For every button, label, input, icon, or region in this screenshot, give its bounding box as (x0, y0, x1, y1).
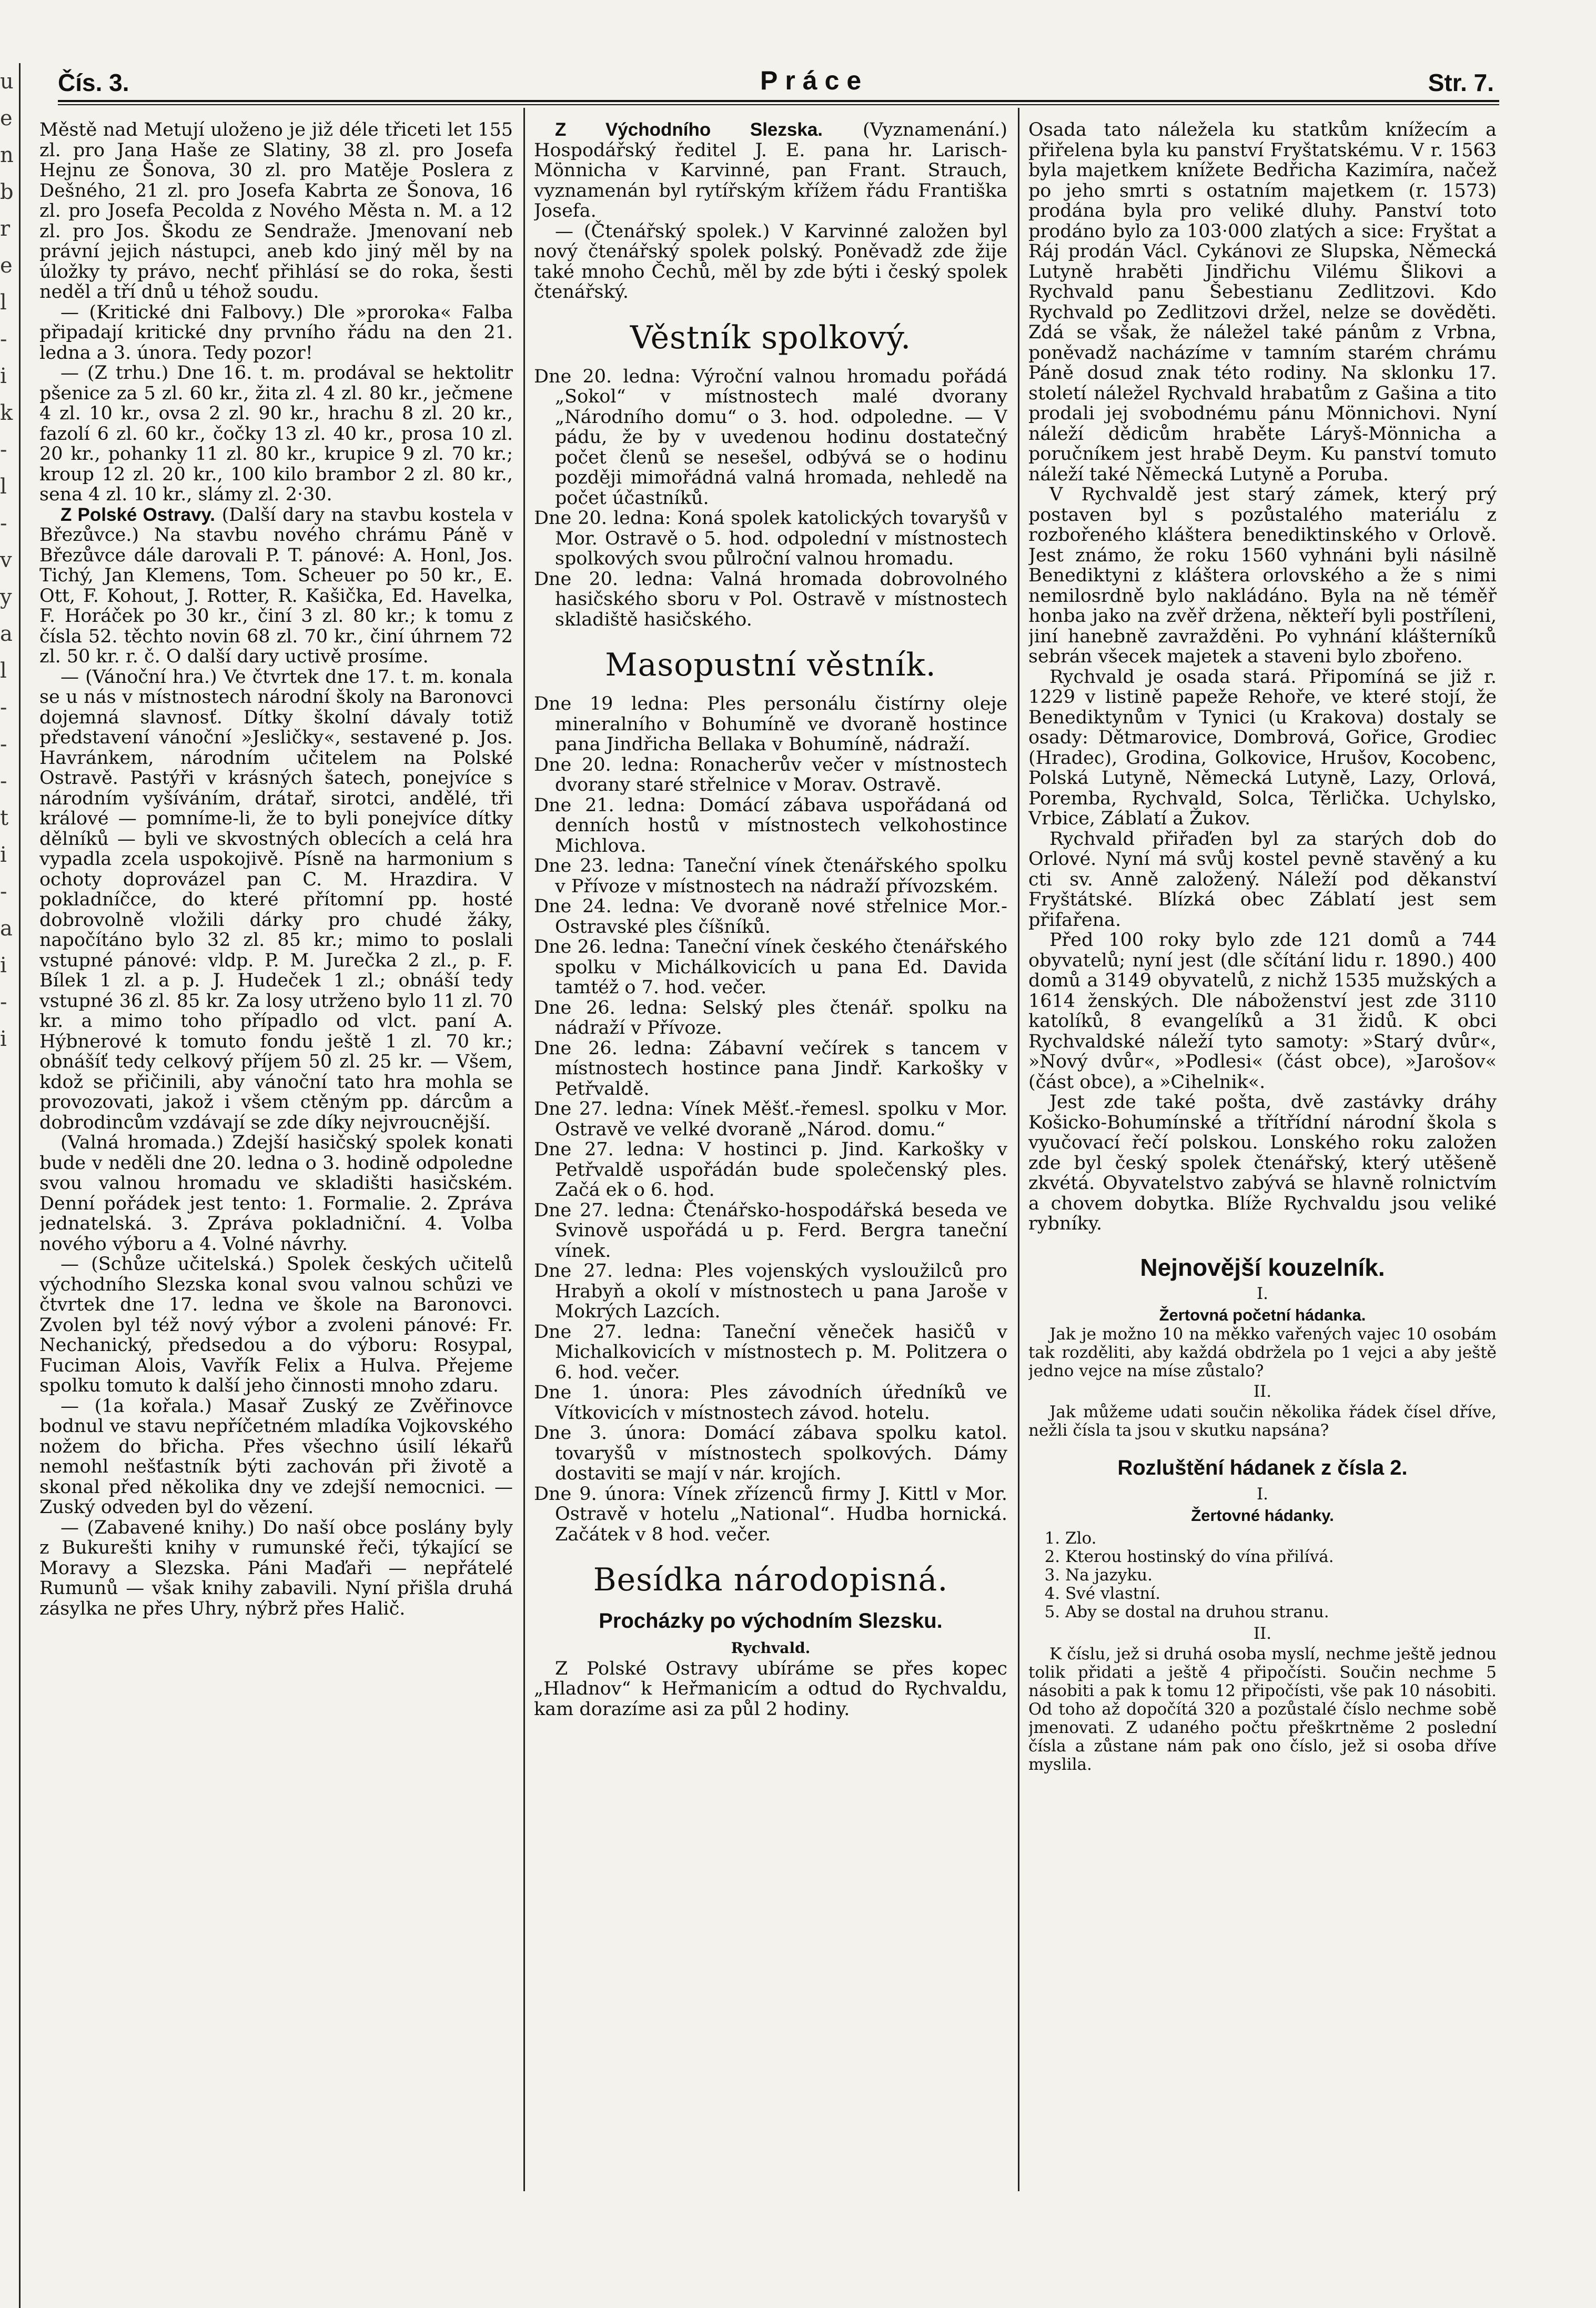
paragraph: — (Čtenářský spolek.) V Karvinné založen byl nový čtenářský spolek polský. Poněvadž zde žije také mnoho Čechů, měl by zde býti i český spolek čtenářský. (534, 220, 1007, 303)
paragraph: Jest zde také pošta, dvě zastávky dráhy Košicko-Bohumínské a třítřídní národní škola s vyučovací řečí polskou. Lonského roku založen zde byl český spolek čtenářský, který utěšeně zkvétá. Obyvatelstvo zabývá se hlavně rolnictvím a chovem dobytka. Blíže Rychvaldu jsou veliké rybníky. (1028, 1092, 1497, 1234)
event-item: Dne 21. ledna: Domácí zábava uspořádaná od denních hostů v místnostech velkohostince Michlova. (534, 794, 1007, 856)
paragraph: — (Z trhu.) Dne 16. t. m. prodával se hektolitr pšenice za 5 zl. 60 kr., žita zl. 4 zl. 80 kr., ječmene 4 zl. 10 kr., ovsa 2 zl. 90 kr., hrachu 8 zl. 20 kr., fazolí 6 zl. 60 kr., čočky 13 zl. 40 kr., prosa 10 zl. 20 kr., pohanky 11 zl. 80 kr., krupice 9 zl. 70 kr.; kroup 12 zl. 20 kr., 100 kilo brambor 2 zl. 80 kr., sena 4 zl. 10 kr., slámy zl. 2·30. (39, 362, 513, 505)
paragraph: V Rychvaldě jest starý zámek, který prý postaven byl s pozůstalého materiálu z rozbořeného kláštera benediktinského v Orlově. Jest známo, že roku 1560 vyhnáni byli násilně Benediktyni z kláštera orlovského a že s nimi nemilosrdně bylo nakládáno. Byla na ně téměř honba jako na zvěř držena, někteří byli postříleni, jiní hanebně zavražděni. Po vyhnání klášterníků sebrán všecek majetek a staveni bylo zbořeno. (1028, 484, 1497, 667)
header-rule (58, 100, 1499, 102)
answer-item: 5. Aby se dostal na druhou stranu. (1065, 1603, 1497, 1621)
section-heading: Věstník spolkový. (630, 319, 912, 356)
riddle-text: Jak je možno 10 na měkko vařených vajec 10 osobám tak rozděliti, aby každá obdržela po 1 vejci a aby ještě jedno vejce na míse zůstalo? (1028, 1325, 1497, 1380)
paragraph-text: (Vyznamenání.) Hospodářský ředitel J. E. pana hr. Larisch-Mönnicha v Karvinné, pan Frant. Strauch, vyznamenán byl rytířským křížem řádu Františka Josefa. (534, 120, 1007, 221)
answer-list (1028, 1529, 1497, 1621)
event-item: Dne 24. ledna: Ve dvoraně nové střelnice Mor.-Ostravské ples číšníků. (534, 896, 1007, 938)
event-item: Dne 19 ledna: Ples personálu čistírny oleje mineralního v Bohumíně ve dvoraně hostince pana Jindřicha Bellaka v Bohumíně, nádraží. (534, 693, 1007, 755)
paragraph: — (Vánoční hra.) Ve čtvrtek dne 17. t. m. konala se u nás v místnostech národní školy na Baronovci dojemná slavnosť. Dítky školní dávaly totiž představení vánoční »Jesličky«, sestavené p. Jos. Havránkem, národním učitelem na Polské Ostravě. Pastýři v krásných šatech, ponejvíce s národním vyšíváním, drátař, sirotci, andělé, tři králové — pomníme-li, že to byli ponejvíce dítky dělníků — byli ve skvostných oblecích a celá hra vypadla zcela uspokojivě. Písně na harmonium s ochoty doprovázel pan C. M. Hrazdira. V pokladníčce, do které přítomní pp. hosté dobrovolně vložili dárky pro chudé žáky, napočítáno bylo 32 zl. 85 kr.; mimo to poslali vstupné pánové: vldp. P. M. Jurečka 2 zl., p. F. Bílek 1 zl. a p. J. Hudeček 1 zl.; obnáší tedy vstupné 36 zl. 85 kr. Za losy utrženo bylo 11 zl. 70 kr. a mimo toho případlo od vlct. paní A. Hýbnerové k tomuto fondu ještě 1 zl. 70 kr.; obnášíť tedy celkový příjem 50 zl. 25 kr. — Všem, kdož se přičinili, aby vánoční tato hra mohla se provozovati, jakož i všem ctěným pp. dárcům a dobrodincům vzdávají se zde díky nejvroucnější. (39, 666, 513, 1133)
paragraph: Osada tato náležela ku statkům knížecím a přiřelena byla ku panství Fryštatskému. V r. 1563 byla majetkem knížete Bedřicha Kazimíra, načež po jeho smrti s ostatním majetkem (r. 1573) prodána byla pro veliké dluhy. Panství toto prodáno bylo za 103·000 zlatých a sice: Fryštat a Ráj prodán Václ. Cykánovi ze Slupska, Německá Lutyně hraběti Jindřichu Vilému Šlikovi a Rychvald panu Šebestianu Zedlitzovi. Kdo Rychvald po Zedlitzovi držel, nelze se dověděti. Zdá se však, že náležel také pánům z Vrbna, poněvadž nacházíme v tamním starém chrámu Páně dosud znak této rodiny. Na sklonku 17. století náležel Rychvald hrabatům z Gašina a tito prodali jej svobodnému pánu Mönnichovi. Nyní náleží dědicům hraběte Láryš-Mönnicha a poručníkem jest hrabě Deym. Ku panství tomuto náleží také Německá Lutyně a Poruba. (1028, 120, 1497, 485)
section-lead: Z Polské Ostravy. (60, 504, 216, 525)
paragraph (39, 505, 513, 667)
event-item: Dne 3. února: Domácí zábava spolku katol. tovaryšů v místnostech spolkových. Dámy dostaviti se mají v nár. krojích. (534, 1423, 1007, 1484)
event-item: Dne 20. ledna: Koná spolek katolických tovaryšů v Mor. Ostravě o 5. hod. odpolední v místnostech spolkových svou půlroční valnou hromadu. (534, 508, 1007, 569)
answer-item: 4. Své vlastní. (1065, 1585, 1497, 1603)
riddle-heading: Žertovná početní hádanka. (1159, 1305, 1366, 1324)
paragraph: — (Schůze učitelská.) Spolek českých učitelů východního Slezska konal svou valnou schůzi ve čtvrtek dne 17. ledna ve škole na Baronovci. Zvolen byl též nový výbor a zvoleni pánové: Fr. Nechanický, předsedou a do výboru: Rosypal, Fuciman Alois, Vavřík Felix a Hulva. Přejeme spolku tomuto k další jeho činnosti mnoho zdaru. (39, 1254, 513, 1396)
section-heading: Besídka národopisná. (593, 1561, 948, 1598)
section-heading: Nejnovější kouzelník. (1140, 1253, 1385, 1281)
answer-item: 1. Zlo. (1065, 1529, 1497, 1548)
paragraph: — (1a kořala.) Masař Zuský ze Zvěřinovce bodnul ve stavu nepříčetném mladíka Vojkovského nožem do břicha. Přes všechno úsilí lékařů nemohl nešťastník býti zachován při životě a skonal před několika dny ve zdejší nemocnici. — Zuský odveden byl do vězení. (39, 1395, 513, 1518)
event-item: Dne 27. ledna: Ples vojenských vysloužilců pro Hrabyň a okolí v místnostech u pana Jaroše v Mokrých Lazcích. (534, 1261, 1007, 1322)
answer-number: I. (1256, 1485, 1269, 1504)
page-number: Str. 7. (1428, 69, 1494, 96)
event-item: Dne 26. ledna: Zábavní večírek s tancem v místnostech hostince pana Jindř. Karkošky v Petřvaldě. (534, 1037, 1007, 1100)
issue-number: Čís. 3. (58, 69, 129, 96)
event-item: Dne 20. ledna: Ronacherův večer v místnostech dvorany staré střelnice v Morav. Ostravě. (534, 754, 1007, 795)
answer-item: 3. Na jazyku. (1065, 1566, 1497, 1585)
column-divider (523, 108, 525, 2191)
paragraph: Z Polské Ostravy ubíráme se přes kopec „Hladnov“ k Heřmanicím a odtud do Rychvaldu, kam dorazíme asi za půl 2 hodiny. (534, 1658, 1007, 1720)
header-rule-thin (58, 104, 1499, 105)
page-header (58, 62, 1494, 99)
event-item: Dne 9. února: Vínek zřízenců firmy J. Kittl v Mor. Ostravě v hotelu „National“. Hudba hornická. Začátek v 8 hod. večer. (534, 1483, 1007, 1545)
paragraph-text: (Další dary na stavbu kostela v Březůvce.) Na stavbu nového chrámu Páně v Březůvce dále darovali P. T. pánové: A. Honl, Jos. Tichý, Jan Klemens, Tom. Scheuer po 50 kr., E. Ott, F. Kohout, J. Rotter, R. Kašička, Ed. Havelka, F. Horáček po 30 kr., činí 3 zl. 80 kr.; k tomu z čísla 52. těchto novin 68 zl. 70 kr., činí úhrnem 72 zl. 50 kr. r. č. O další dary uctivě prosíme. (39, 504, 513, 667)
newspaper-title: Práce (760, 66, 869, 95)
paragraph (534, 120, 1007, 221)
section-lead: Z Východního Slezska. (555, 120, 823, 140)
paragraph: Před 100 roky bylo zde 121 domů a 744 obyvatelů; nyní jest (dle sčítání lidu r. 1890.) 400 domů a 3149 obyvatelů, z nichž 1535 mužských a 1614 ženských. Dle náboženství jest zde 3110 katolíků, 8 evangelíků a 31 židů. K obci Rychvaldské náleží tyto samoty: »Starý dvůr«, »Nový dvůr«, »Podlesi« (část obce), »Jarošov« (část obce), a »Cihelnik«. (1028, 930, 1497, 1093)
adjacent-page-edge: u e n b r e l - i k - l - v y a l - - - t i - a i - i (0, 63, 21, 2308)
column-2 (534, 120, 1007, 2198)
paragraph: (Valná hromada.) Zdejší hasičský spolek konati bude v neděli dne 20. ledna o 3. hodině odpoledne svou valnou hromadu ve skladišti hasičském. Denní pořádek jest tento: 1. Formalie. 2. Zpráva jednatelská. 3. Zpráva pokladniční. 4. Volba nového výboru a 4. Volné návrhy. (39, 1132, 513, 1255)
event-item: Dne 26. ledna: Taneční vínek českého čtenářského spolku v Michálkovicích u pana Ed. Davida tamtéž o 7. hod. večer. (534, 936, 1007, 998)
event-item: Dne 23. ledna: Taneční vínek čtenářského spolku v Přívoze v místnostech na nádraží přívozském. (534, 855, 1007, 897)
answer-text: K číslu, jež si druhá osoba myslí, nechme ještě jednou tolik přidati a ještě 4 připočísti. Součin nechme 5 násobiti a pak k tomu 12 připočísti, vše pak 10 násobiti. Od toho až dopočítá 320 a pozůstalé číslo nechme sobě jmenovati. Z udaného počtu přeškrtněme 2 poslední čísla a zůstane nám pak ono číslo, jež si osoba dříve myslila. (1028, 1644, 1497, 1774)
column-3 (1028, 120, 1497, 2198)
riddle-text: Jak můžeme udati součin několika řádek čísel dříve, nežli čísla ta jsou v skutku napsána? (1028, 1403, 1497, 1440)
riddle-number: II. (1253, 1382, 1272, 1401)
paragraph: Městě nad Metují uloženo je již déle třiceti let 155 zl. pro Jana Haše ze Slatiny, 38 zl. pro Josefa Hejnu ze Šonova, 30 zl. pro Matěje Poslera z Dešného, 21 zl. pro Josefa Kabrta ze Šonova, 16 zl. pro Josefa Pecolda z Nového Města n. M. a 12 zl. pro Jos. Škodu ze Sendraže. Jmenovaní neb právní jejich nástupci, aneb kdo jiný měl by na úložky ty právo, nechť přihlásí se do roka, šesti neděl a tří dnů u téhož soudu. (39, 120, 513, 303)
event-item: Dne 1. února: Ples závodních úředníků ve Vítkovicích v místnostech závod. hotelu. (534, 1382, 1007, 1424)
subheading: Procházky po východním Slezsku. (599, 1609, 943, 1632)
event-item: Dne 27. ledna: Čtenářsko-hospodářská beseda ve Svinově uspořádá u p. Ferd. Bergra taneční vínek. (534, 1200, 1007, 1262)
event-item: Dne 27. ledna: Taneční věneček hasičů v Michalkovicích v místnostech p. M. Politzera o 6. hod. večer. (534, 1321, 1007, 1383)
column-divider (1018, 108, 1019, 2191)
answer-number: II. (1253, 1624, 1272, 1643)
paragraph: Rychvald přiřaďen byl za starých dob do Orlové. Nyní má svůj kostel pevně stavěný a ku cti sv. Anně založený. Náleží pod děkanství Fryštátské. Blízká obec Záblatí jest sem přifařena. (1028, 828, 1497, 931)
paragraph: — (Kritické dni Falbovy.) Dle »proroka« Falba připadají kritické dny prvního řádu na den 21. ledna a 3. února. Tedy pozor! (39, 301, 513, 364)
answer-heading: Žertovné hádanky. (1191, 1506, 1334, 1525)
section-heading: Masopustní věstník. (605, 647, 936, 683)
riddle-number: I. (1256, 1284, 1269, 1303)
event-item: Dne 27. ledna: V hostinci p. Jind. Karkošky v Petřvaldě uspořádán bude společenský ples. Začá ek o 6. hod. (534, 1139, 1007, 1201)
paragraph: — (Zabavené knihy.) Do naší obce poslány byly z Bukurešti knihy v rumunské řeči, týkající se Moravy a Slezska. Páni Maďaři — nepřátelé Rumunů — však knihy zabavili. Nyní přišla druhá zásylka ne přes Uhry, nýbrž přes Halič. (39, 1517, 513, 1619)
event-item: Dne 27. ledna: Vínek Měšť.-řemesl. spolku v Mor. Ostravě ve velké dvoraně „Národ. domu.“ (534, 1098, 1007, 1140)
answer-item: 2. Kterou hostinský do vína přilívá. (1065, 1548, 1497, 1566)
event-item: Dne 20. ledna: Valná hromada dobrovolného hasičského sboru v Pol. Ostravě v místnostech skladiště hasičského. (534, 568, 1007, 630)
event-item: Dne 20. ledna: Výroční valnou hromadu pořádá „Sokol“ v místnostech malé dvorany „Národního domu“ o 3. hod. odpoledne. — V pádu, že by v uvedenou hodinu dostatečný počet členů se nesešel, odbývá se o hodinu později mimořádná valná hromada, nehledě na počet účastníků. (534, 366, 1007, 509)
paragraph: Rychvald je osada stará. Připomíná se již r. 1229 v listině papeže Rehoře, ve které stojí, že Benediktynům v Tynici (u Krakova) dostaly se osady: Dětmarovice, Dombrová, Gořice, Grodiec (Hradec), Grodina, Golkovice, Hrušov, Kocobenc, Polská Lutyně, Německá Lutyně, Lazy, Orlová, Poremba, Rychvald, Solca, Těrlička. Uchylsko, Vrbice, Záblatí a Žukov. (1028, 666, 1497, 829)
event-item: Dne 26. ledna: Selský ples čtenář. spolku na nádraží v Přívoze. (534, 997, 1007, 1039)
column-1 (39, 120, 513, 2198)
place-heading: Rychvald. (731, 1639, 811, 1657)
section-heading: Rozluštění hádanek z čísla 2. (1117, 1456, 1408, 1479)
